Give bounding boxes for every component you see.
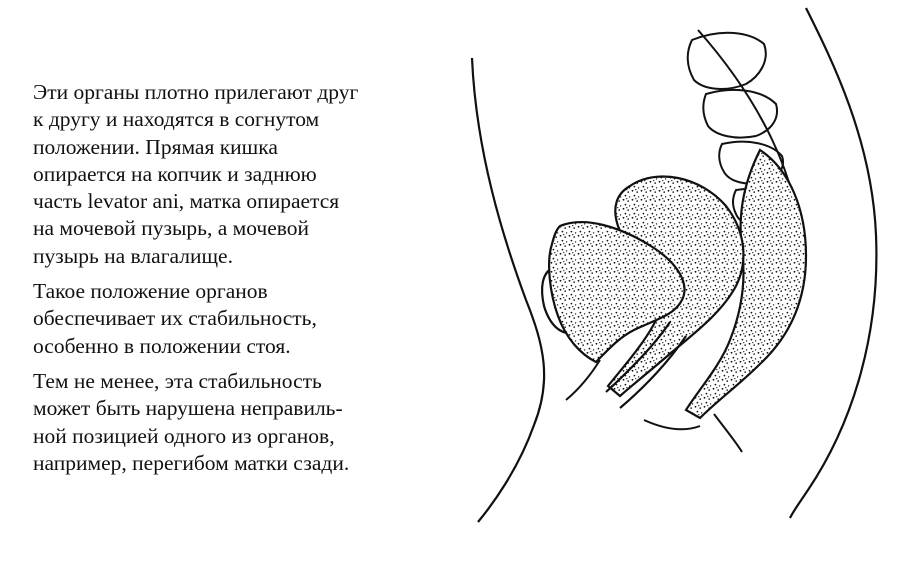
text-line: например, перегибом матки сзади. xyxy=(33,450,350,475)
text-line: Тем не менее, эта стабильность xyxy=(33,368,322,393)
paragraph-stability xyxy=(33,278,453,360)
paragraph-organ-position xyxy=(33,79,453,270)
text-line: часть levator ani, матка опирается xyxy=(33,189,340,214)
anatomy-drawing xyxy=(460,0,919,575)
text-line: особенно в положении стоя. xyxy=(33,333,291,358)
text-line: пузырь на влагалище. xyxy=(33,243,233,268)
text-line: опирается на копчик и заднюю xyxy=(33,161,317,186)
text-line: Такое положение органов xyxy=(33,279,268,304)
text-line: ной позицией одного из органов, xyxy=(33,423,335,448)
paragraph-disruption xyxy=(33,368,453,477)
anal-canal-line xyxy=(714,414,742,452)
body-text xyxy=(33,79,453,477)
text-line: положении. Прямая кишка xyxy=(33,134,278,159)
urethra-line xyxy=(566,360,600,400)
pelvic-organs-illustration xyxy=(460,0,919,575)
text-line: на мочевой пузырь, а мочевой xyxy=(33,216,310,241)
text-line: Эти органы плотно прилегают друг xyxy=(33,80,359,104)
perineum-line xyxy=(644,420,700,429)
text-line: к другу и находятся в согнутом xyxy=(33,107,320,132)
text-line: обеспечивает их стабильность, xyxy=(33,306,317,331)
text-line: может быть нарушена неправиль- xyxy=(33,396,343,421)
body-contour-line xyxy=(472,58,544,522)
